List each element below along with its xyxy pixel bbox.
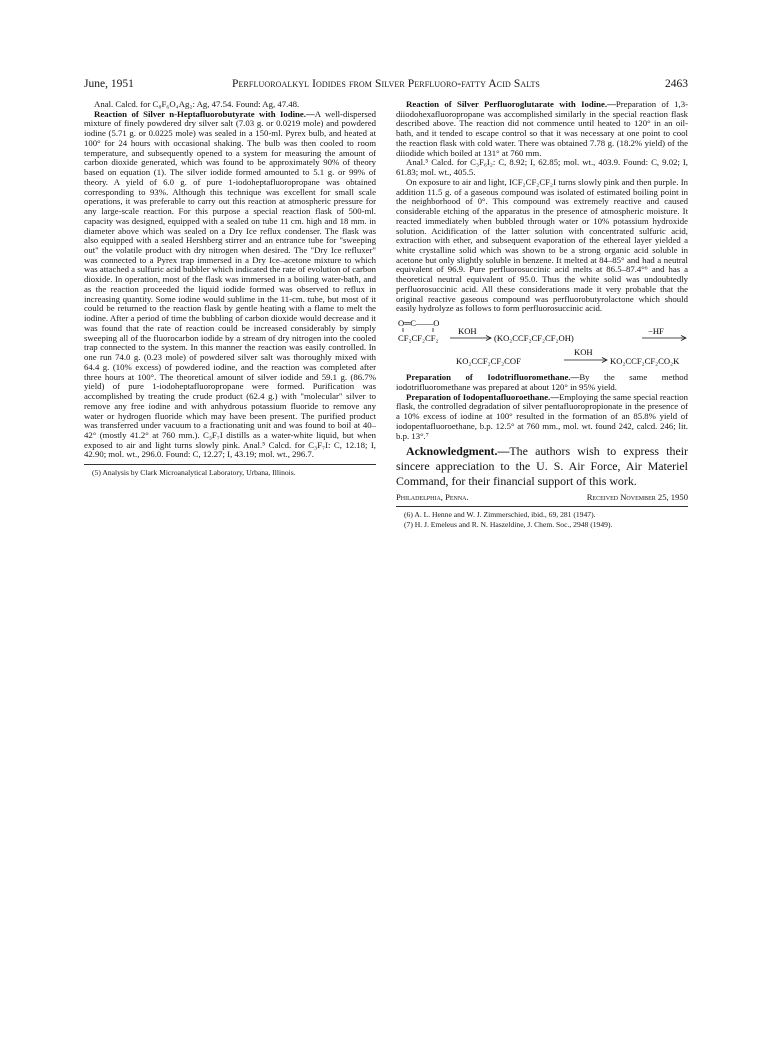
running-header xyxy=(84,78,688,94)
section-heading: Preparation of Iodopentafluoroethane.— xyxy=(406,391,560,402)
footnotes-left xyxy=(84,464,376,478)
acknowledgment-heading: Acknowledgment.— xyxy=(406,444,510,459)
reagent-koh-2: KOH xyxy=(574,347,593,358)
reagent-minus-hf: −HF xyxy=(648,326,664,337)
received-date: Received November 25, 1950 xyxy=(586,491,688,502)
analysis-paragraph: Anal.⁵ Calcd. for C₃F₆I₂: C, 8.92; I, 62.85; mol. wt., 403.9. Found: C, 9.02; I, 61.83; mol. wt., 405.5. xyxy=(396,157,688,178)
acknowledgment xyxy=(396,444,688,488)
acknowledgment-paragraph xyxy=(396,444,688,488)
iodotrifluoromethane-section xyxy=(396,373,688,392)
acyl-fluoride-salt: KO₂CCF₂CF₂COF xyxy=(456,356,521,367)
hydrolysis-scheme xyxy=(396,317,688,371)
right-column xyxy=(396,100,688,530)
section-heading: Preparation of Iodotrifluoromethane.— xyxy=(406,372,580,383)
location: Philadelphia, Penna. xyxy=(396,491,469,502)
reagent-koh-1: KOH xyxy=(458,326,477,337)
signature-line xyxy=(396,493,688,503)
section-heading: Reaction of Silver n-Heptafluorobutyrate with Iodine.— xyxy=(94,108,315,119)
acknowledgment-body: The authors wish to express their sincere appreciation to the U. S. Air Force, Air Materiel Command, for their financial support of this work. xyxy=(396,444,688,488)
footnote-6: (6) A. L. Henne and W. J. Zimmerschied, ibid., 69, 281 (1947). xyxy=(404,510,596,520)
issue-date: June, 1951 xyxy=(84,78,134,90)
footnote-5: (5) Analysis by Clark Microanalytical Laboratory, Urbana, Illinois. xyxy=(92,468,296,478)
lactone-ring-bottom: CF₂CF₂CF₂ xyxy=(398,333,439,344)
intermediate-hydroxy-salt: (KO₂CCF₂CF₂CF₂OH) xyxy=(494,333,574,344)
heptafluorobutyrate-section xyxy=(84,110,376,460)
section-body: A well-dispersed mixture of finely powdered dry silver salt (7.03 g. or 0.0219 mole) and powdered iodine (5.71 g. or 0.0225 mole) was sealed in a 150-ml. Pyrex bulb, and heated at 100° for 24 hours with occasional shaking. The bulb was then cooled to room temperature, and subsequently opened to a system for measuring the amount of carbon dioxide generated, which was found to be approximately 90% of theory based on equation (1). The silver iodide formed amounted to 5.1 g. or 99% of theory. A yield of 6.0 g. of pure 1-iodoheptafluoropropane was obtained corresponding to 93%. Although this technique was excellent for small scale operations, it was preferable to carry out this reaction at atmospheric pressure for any large-scale reaction. For this purpose a special reaction flask of 500-ml. capacity was designed, equipped with a sealed on tube 11 cm. high and 18 mm. in diameter above which was sealed on a Dry Ice reflux condenser. The flask was also equipped with a sealed Hershberg stirrer and an entrance tube for "sweeping out" the volatile product with dry nitrogen when desired. The "Dry Ice refluxer" was connected to a Pyrex trap immersed in a Dry Ice–acetone mixture to which was attached a sulfuric acid bubbler which indicated the rate of evolution of carbon dioxide. In operation, most of the flask was immersed in a boiling water-bath, and as the reaction proceeded the liquid iodide formed was observed to reflux in increasing quantity. Some iodine would sublime in the 11-cm. tube, but most of it could be returned to the reaction flask by gentle heating with a flame to melt the iodine. After a period of time the bubbling of carbon dioxide would decrease and it was found that the rate of reaction could be increased considerably by simply sweeping all of the fluorocarbon iodide by a stream of dry nitrogen into the cooled trap connected to the system. In this manner the reaction was easily controlled. In one run 74.0 g. (0.23 mole) of powdered silver salt was thoroughly mixed with 64.4 g. (10% excess) of powdered iodine, and the reaction was completed after three hours at 100°. The theoretical amount of silver iodide and 59.1 g. (86.7% yield) of pure 1-iodoheptafluoropropane were formed. Purification was accomplished by treating the crude product (62.4 g.) with "molecular" silver to remove any free iodine and with anhydrous potassium fluoride to remove any water or hydrogen fluoride which may have been present. The purified product was transferred under vacuum to a fractionating unit and was found to boil at 40–42° (mostly 41.2° at 760 mm.). C₃F₇I distills as a water-white liquid, but when exposed to air and light turns slowly pink. Anal.⁵ Calcd. for C₃F₇I: C, 12.18; I, 42.90; mol. wt., 296.0. Found: C, 12.27; I, 43.19; mol. wt., 296.7. xyxy=(84,108,376,460)
footnotes-right xyxy=(396,506,688,529)
section-body: By the same method iodotrifluoromethane was prepared at about 120° in 95% yield. xyxy=(396,372,688,392)
section-heading: Reaction of Silver Perfluoroglutarate with Iodine.— xyxy=(406,99,616,109)
dipotassium-perfluorosuccinate: KO₂CCF₂CF₂CO₂K xyxy=(610,356,680,367)
lactone-ring-top: O═C——O xyxy=(398,318,440,329)
lactone-paragraph: On exposure to air and light, ICF₂CF₂CF₂I turns slowly pink and then purple. In addition 11.5 g. of a gaseous compound was isolated of estimated boiling point in the neighborhood of 0°. This compound was extremely reactive and caused considerable etching of the apparatus in the presence of atmospheric moisture. It reacted immediately when bubbled through water or 10% potassium hydroxide solution. Acidification of the latter solution with concentrated sulfuric acid, extraction with ether, and subsequent evaporation of the ethereal layer yielded a white crystalline solid which was shown to be a strong organic acid soluble in acetone but only slightly soluble in benzene. It melted at 84–85° and had a neutral equivalent of 96.9. Pure perfluorosuccinic acid melts at 86.5–87.4°⁶ and has a theoretical neutral equivalent of 95.0. Thus the white solid was undoubtedly perfluorosuccinic acid. All these considerations made it very probable that the original reactive gaseous compound was perfluorobutyrolactone which should easily hydrolyze as follows to form perfluorosuccinic acid. xyxy=(396,176,688,314)
running-title: Perfluoroalkyl Iodides from Silver Perfluoro-fatty Acid Salts xyxy=(232,78,540,90)
analysis-paragraph: Anal. Calcd. for C₈F₆O₄Ag₂: Ag, 47.54. Found: Ag, 47.48. xyxy=(94,99,300,109)
perfluoroglutarate-section xyxy=(396,100,688,158)
iodopentafluoroethane-section xyxy=(396,393,688,442)
page-number: 2463 xyxy=(665,78,688,90)
left-column xyxy=(84,100,376,478)
section-body: Employing the same special reaction flask, the controlled degradation of silver pentafluoropropionate in the presence of a 10% excess of iodine at 100° resulted in the formation of an 85.8% yield of iodopentafluoroethane, b.p. 12.5° at 760 mm., mol. wt. found 242, calcd. 246; lit. b.p. 13°.⁷ xyxy=(396,391,689,441)
footnote-7: (7) H. J. Emeleus and R. N. Haszeldine, J. Chem. Soc., 2948 (1949). xyxy=(404,520,613,530)
section-body: Preparation of 1,3-diiodohexafluoropropane was accomplished similarly in the special reaction flask described above. The reaction did not commence until heated to 120° in an oil-bath, and it tended to escape control so that it was necessary at one point to cool the reaction flask with cold water. There was obtained 7.78 g. (18.2% yield) of the diiodide which boiled at 131° at 760 mm. xyxy=(396,99,688,158)
